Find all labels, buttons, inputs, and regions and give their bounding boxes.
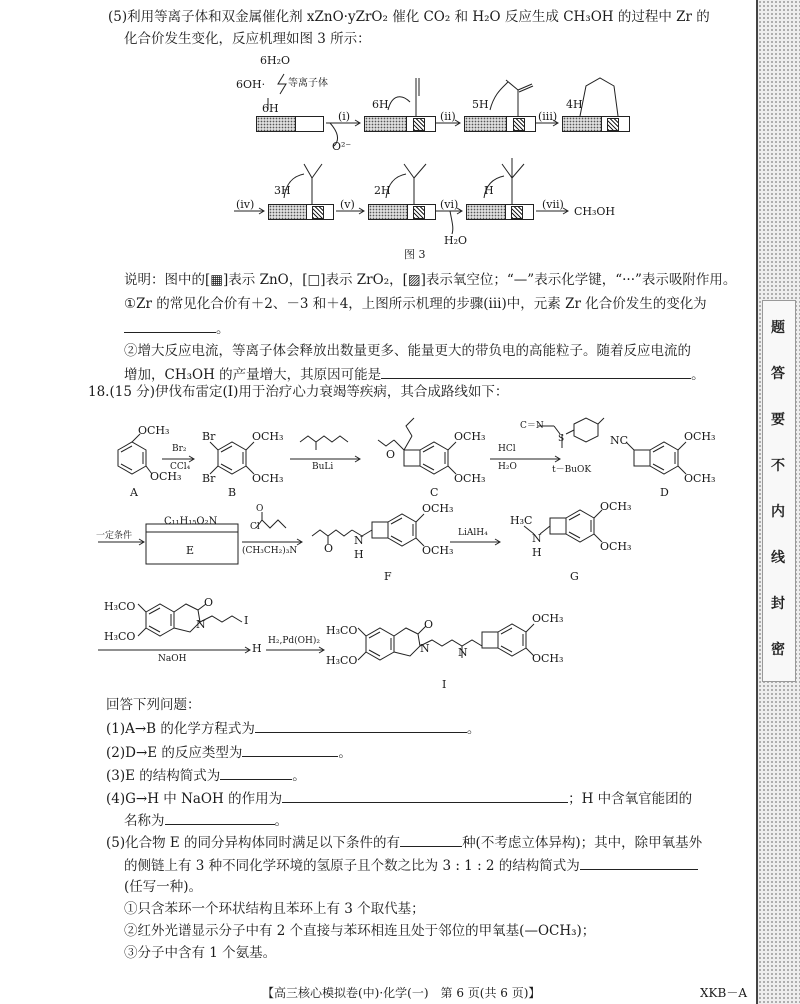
label-o2: O²⁻ <box>332 140 352 153</box>
q18-q2: (2)D→E 的反应类型为 。 <box>106 745 352 761</box>
label-ch3oh: CH₃OH <box>574 205 616 218</box>
q18-q5-line2: 的侧链上有 3 种不同化学环境的氢原子且个数之比为 3 : 1 : 2 的结构简式为 <box>124 857 698 875</box>
compound-g: G <box>570 570 579 583</box>
q18-q4-line2: 名称为 。 <box>124 813 288 829</box>
label-plasma: 等离子体 <box>288 78 328 89</box>
b-och3-top: OCH₃ <box>252 430 284 443</box>
label-h2o-bottom: H₂O <box>444 234 468 247</box>
seal-band <box>762 300 796 682</box>
label-2h: 2H <box>374 184 391 197</box>
sm-n: N <box>196 618 206 631</box>
a-och3-top: OCH₃ <box>138 424 170 437</box>
seal-char-7: 封 <box>771 596 785 612</box>
c-o-1: O <box>386 448 396 461</box>
f-h: H <box>354 548 364 561</box>
seal-char-4: 不 <box>771 458 785 474</box>
seal-char-2: 答 <box>771 366 785 382</box>
step-ii: (ii) <box>440 110 456 123</box>
g-och3-top: OCH₃ <box>600 500 632 513</box>
i-och3-bottom: OCH₃ <box>532 652 564 665</box>
step-iii: (iii) <box>538 110 558 123</box>
q5-sub1-line2: 。 <box>124 320 230 338</box>
reagent-h2o: H₂O <box>498 462 517 472</box>
seal-char-5: 内 <box>771 504 785 520</box>
q18-q3: (3)E 的结构简式为 。 <box>106 768 306 784</box>
seal-char-3: 要 <box>771 412 785 428</box>
figure-3-lines <box>222 50 622 262</box>
reagent-buli: BuLi <box>312 462 334 472</box>
compound-i: I <box>442 678 447 691</box>
step-v: (v) <box>340 198 355 211</box>
answer-blank[interactable] <box>381 366 691 379</box>
answer-blank[interactable] <box>580 857 698 870</box>
compound-b: B <box>228 486 237 499</box>
tosmic-cn: C＝N <box>520 421 544 431</box>
q18-q4-line1: (4)G→H 中 NaOH 的作用为 ；H 中含氧官能团的 <box>106 791 693 807</box>
c-och3-top: OCH₃ <box>454 430 486 443</box>
label-6h: 6H <box>262 102 279 115</box>
label-3h: 3H <box>274 184 291 197</box>
step-i: (i) <box>338 110 351 123</box>
f-o: O <box>324 542 334 555</box>
compound-f: F <box>384 570 392 583</box>
f-och3-bottom: OCH₃ <box>422 544 454 557</box>
answer-blank[interactable] <box>282 790 568 803</box>
figure-legend: 说明：图中的[▦]表示 ZnO，[□]表示 ZrO₂，[▨]表示氧空位；“—”表示化学键，“···”表示吸附作用。 <box>124 272 737 288</box>
d-och3-top: OCH₃ <box>684 430 716 443</box>
reagent-hcl: HCl <box>498 444 516 454</box>
compound-d: D <box>660 486 669 499</box>
answer-intro: 回答下列问题： <box>106 697 201 713</box>
figure-3 <box>222 50 622 262</box>
tosmic-s: S <box>558 434 565 444</box>
q18-q5-line3: (任写一种)。 <box>124 879 203 895</box>
i-och3-top: OCH₃ <box>532 612 564 625</box>
q5-sub2-line1: ②增大反应电流，等离子体会释放出数量更多、能量更大的带负电的高能粒子。随着反应电流的 <box>124 343 691 359</box>
i-n-ring: N <box>420 642 430 655</box>
footer-code: XKB－A <box>700 986 747 1000</box>
d-nc: NC <box>610 434 629 447</box>
reagent-h2-pd: H₂,Pd(OH)₂ <box>268 636 320 646</box>
reagent-lialh4: LiAlH₄ <box>458 528 488 538</box>
label-1h: H <box>484 184 494 197</box>
g-h: H <box>532 546 542 559</box>
step-vi: (vi) <box>440 198 459 211</box>
reagent-o: O <box>256 504 264 514</box>
seal-strip <box>756 0 800 1004</box>
label-6h-b: 6H <box>372 98 389 111</box>
q18-header: 18.(15 分)伊伐布雷定(I)用于治疗心力衰竭等疾病，其合成路线如下： <box>88 384 509 400</box>
q5-sub1-line1: ①Zr 的常见化合价有＋2、－3 和＋4，上图所示机理的步骤(iii)中，元素 Zr 化合价发生的变化为 <box>124 296 707 312</box>
b-br-bottom: Br <box>202 472 216 485</box>
reagent-naoh: NaOH <box>158 654 187 664</box>
answer-blank[interactable] <box>220 767 292 780</box>
b-och3-bottom: OCH₃ <box>252 472 284 485</box>
q18-q1: (1)A→B 的化学方程式为 。 <box>106 721 481 737</box>
sm-h3co-bottom: H₃CO <box>104 630 136 643</box>
step-vii: (vii) <box>542 198 564 211</box>
g-och3-bottom: OCH₃ <box>600 540 632 553</box>
f-och3-top: OCH₃ <box>422 502 454 515</box>
footer-page-info: 【高三核心模拟卷(中)·化学(一) 第 6 页(共 6 页)】 <box>262 986 541 1000</box>
q5-line2: 化合价发生变化，反应机理如图 3 所示： <box>124 31 371 47</box>
b-br-top: Br <box>202 430 216 443</box>
i-n-methyl: N <box>458 646 468 659</box>
reagent-et3n: (CH₃CH₂)₃N <box>242 546 298 556</box>
f-n: N <box>354 534 364 547</box>
answer-blank[interactable] <box>400 834 462 847</box>
seal-char-1: 题 <box>771 320 785 336</box>
reagent-br2: Br₂ <box>172 444 187 454</box>
label-6oh: 6OH· <box>236 78 266 91</box>
c-och3-bottom: OCH₃ <box>454 472 486 485</box>
reagent-condition: 一定条件 <box>96 531 133 541</box>
synthesis-scheme <box>90 404 760 694</box>
reagent-tbuok: t－BuOK <box>552 465 592 475</box>
g-n: N <box>532 532 542 545</box>
label-6h2o: 6H₂O <box>260 54 291 67</box>
compound-c: C <box>430 486 439 499</box>
condition-1: ①只含苯环一个环状结构且苯环上有 3 个取代基； <box>124 901 425 917</box>
reagent-cl: Cl <box>250 522 260 532</box>
e-formula: C₁₁H₁₅O₂N <box>164 516 218 527</box>
q18-q5-line1: (5)化合物 E 的同分异构体同时满足以下条件的有 种(不考虑立体异构)；其中，除甲氧基外 <box>106 835 703 851</box>
a-och3-bottom: OCH₃ <box>150 470 182 483</box>
figure-caption: 图 3 <box>404 248 426 261</box>
compound-e: E <box>186 544 195 557</box>
step-iv: (iv) <box>236 198 255 211</box>
q5-line1: (5)利用等离子体和双金属催化剂 xZnO·yZrO₂ 催化 CO₂ 和 H₂O 反应生成 CH₃OH 的过程中 Zr 的 <box>108 9 710 25</box>
intermediate-h: H <box>252 642 262 655</box>
answer-blank[interactable] <box>255 720 467 733</box>
i-h3co-bottom: H₃CO <box>326 654 358 667</box>
answer-blank[interactable] <box>242 744 338 757</box>
reagent-ccl4: CCl₄ <box>170 462 191 472</box>
condition-2: ②红外光谱显示分子中有 2 个直接与苯环相连且处于邻位的甲氧基(—OCH₃)； <box>124 923 596 939</box>
seal-char-6: 线 <box>771 550 785 566</box>
compound-a: A <box>130 486 138 499</box>
g-h3c: H₃C <box>510 514 533 527</box>
answer-blank[interactable] <box>124 320 216 333</box>
label-4h: 4H <box>566 98 583 111</box>
i-h3co-top: H₃CO <box>326 624 358 637</box>
condition-3: ③分子中含有 1 个氨基。 <box>124 945 277 961</box>
sm-h3co-top: H₃CO <box>104 600 136 613</box>
d-och3-bottom: OCH₃ <box>684 472 716 485</box>
answer-blank[interactable] <box>165 812 275 825</box>
q5-sub2-line2: 增加，CH₃OH 的产量增大，其原因可能是 。 <box>124 367 705 383</box>
label-5h: 5H <box>472 98 489 111</box>
seal-char-8: 密 <box>771 642 785 658</box>
i-o: O <box>424 618 434 631</box>
sm-i: I <box>244 614 249 627</box>
sm-o: O <box>204 596 214 609</box>
